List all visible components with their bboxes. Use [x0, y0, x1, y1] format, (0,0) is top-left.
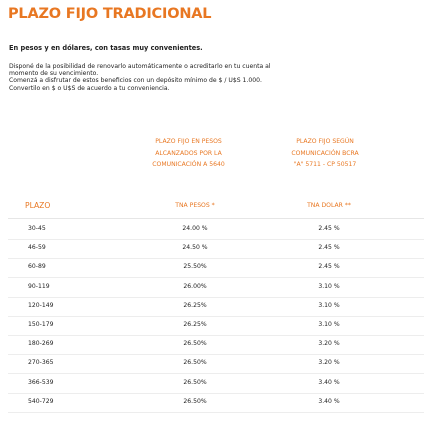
description-block — [9, 63, 424, 92]
tna-pesos-cell: 26.50% — [183, 340, 207, 348]
page-title: PLAZO FIJO TRADICIONAL — [8, 6, 212, 22]
plazo-cell: 270-365 — [28, 359, 54, 367]
tna-dolar-cell: 3.40 % — [318, 378, 340, 386]
table-row — [8, 374, 424, 394]
tna-dolar-cell: 2.45 % — [318, 225, 340, 232]
plazo-cell: 90-119 — [28, 282, 50, 290]
group-heading-line: ALCANZADOS POR LA — [155, 149, 222, 157]
table-row — [8, 258, 424, 278]
tna-dolar-column-header: TNA DOLAR ** — [307, 202, 351, 209]
table-row — [8, 278, 424, 298]
group-heading-line: COMUNICACIÓN BCRA — [291, 149, 359, 157]
description-line: Disponé de la posibilidad de renovarlo automáticamente o acreditarlo en tu cuenta al — [9, 63, 271, 70]
plazo-cell: 30-45 — [28, 225, 46, 232]
tna-pesos-column-header: TNA PESOS * — [175, 202, 215, 209]
table-row — [8, 220, 424, 240]
tna-dolar-cell: 3.10 % — [318, 282, 340, 290]
tna-dolar-cell: 3.10 % — [318, 321, 340, 328]
tna-pesos-cell: 26.00% — [183, 282, 207, 290]
tna-pesos-cell: 26.50% — [183, 378, 207, 386]
plazo-column-header: PLAZO — [25, 201, 51, 210]
plazo-cell: 46-59 — [28, 244, 46, 252]
group-heading-line: PLAZO FIJO SEGÚN — [296, 138, 354, 145]
table-row — [8, 393, 424, 413]
table-row — [8, 239, 424, 259]
plazo-cell: 366-539 — [28, 378, 54, 386]
group-heading-line: COMUNICACIÓN A 5640 — [152, 161, 225, 168]
tna-dolar-cell: 3.40 % — [318, 397, 340, 405]
tna-pesos-cell: 24.00 % — [182, 225, 208, 232]
tna-dolar-cell: 3.20 % — [318, 359, 340, 367]
table-row — [8, 297, 424, 317]
tna-pesos-cell: 26.25% — [183, 301, 207, 309]
tna-pesos-cell: 26.25% — [183, 321, 207, 328]
tna-dolar-cell: 3.10 % — [318, 301, 340, 309]
dolar-column-group-heading — [260, 136, 390, 171]
tna-pesos-cell: 26.50% — [183, 397, 207, 405]
tna-dolar-cell: 2.45 % — [318, 244, 340, 252]
plazo-cell: 120-149 — [28, 301, 54, 309]
plazo-cell: 540-729 — [28, 397, 54, 405]
description-line: Comenzá a disfrutar de estos beneficios con un depósito mínimo de $ / U$S 1.000. — [9, 77, 262, 85]
table-row — [8, 316, 424, 336]
tna-pesos-cell: 24.50 % — [182, 244, 208, 252]
page-subtitle: En pesos y en dólares, con tasas muy convenientes. — [9, 44, 203, 52]
group-heading-line: PLAZO FIJO EN PESOS — [155, 138, 222, 145]
table-row — [8, 335, 424, 355]
plazo-cell: 180-269 — [28, 340, 54, 348]
pesos-column-group-heading — [126, 136, 251, 171]
plazo-cell: 60-89 — [28, 263, 46, 271]
tna-dolar-cell: 2.45 % — [318, 263, 340, 271]
plazo-cell: 150-179 — [28, 321, 54, 328]
tna-pesos-cell: 26.50% — [183, 359, 207, 367]
rates-table-header — [8, 196, 424, 219]
tna-dolar-cell: 3.20 % — [318, 340, 340, 348]
group-heading-line: "A" 5711 - CP 50517 — [293, 161, 357, 168]
description-line: Convertilo en $ o U$S de acuerdo a tu conveniencia. — [9, 84, 170, 92]
description-line: momento de su vencimiento. — [9, 70, 99, 78]
table-row — [8, 354, 424, 374]
tna-pesos-cell: 25.50% — [183, 263, 207, 271]
